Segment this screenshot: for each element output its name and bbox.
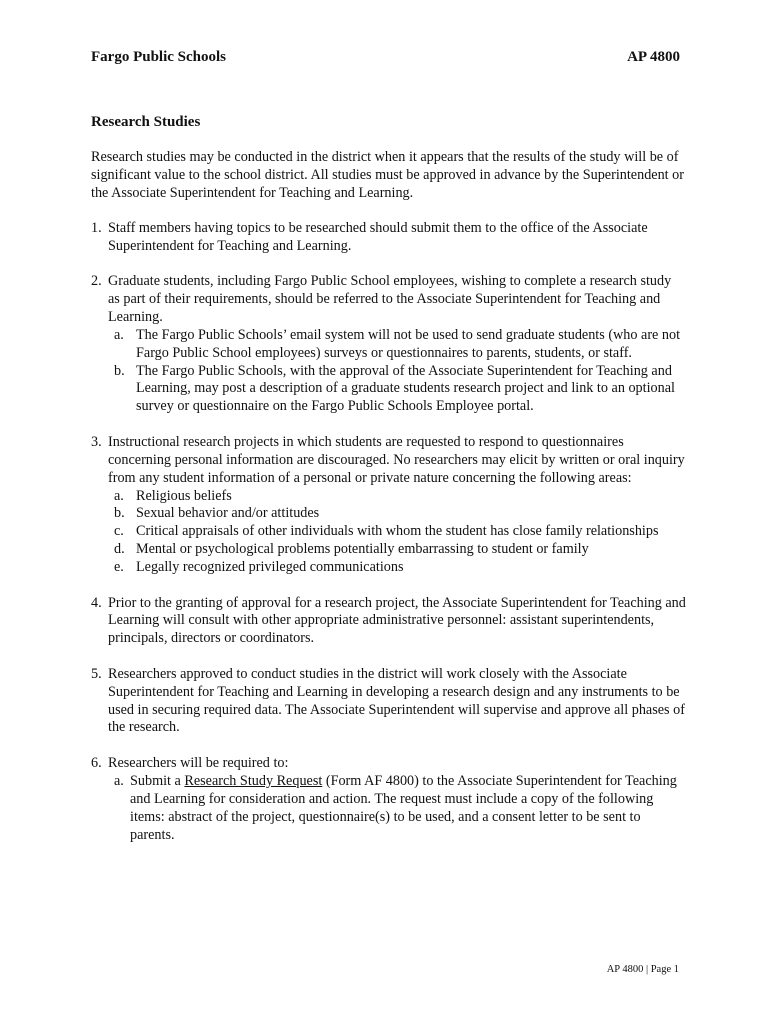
- sub-item-letter: c.: [114, 523, 124, 540]
- sub-list: [108, 773, 686, 845]
- list-item-6: [91, 755, 686, 845]
- item-number: 2.: [91, 273, 102, 290]
- item-text: Instructional research projects in which students are requested to respond to questionnaires concerning personal information are discouraged. No researchers may elicit by written or oral inquiry from any student information of a personal or private nature concerning the following areas:: [108, 433, 685, 486]
- sub-list: [108, 327, 686, 417]
- document-body: [91, 149, 686, 862]
- item-text: Prior to the granting of approval for a research project, the Associate Superintendent for Teaching and Learning will consult with other appropriate administrative personnel: assistant superintendents, principals, directors or coordinators.: [108, 594, 686, 647]
- sub-item-text: The Fargo Public Schools’ email system will not be used to send graduate students (who are not Fargo Public School employees) surveys or questionnaires to parents, students, or staff.: [136, 326, 681, 361]
- sub-item-letter: a.: [114, 772, 124, 789]
- intro-paragraph: Research studies may be conducted in the district when it appears that the results of the study will be of significant value to the school district. All studies must be approved in advance by the Superintendent or the Associate Superintendent for Teaching and Learning.: [91, 149, 684, 201]
- sub-item-text: Legally recognized privileged communications: [136, 559, 404, 576]
- list-item-5: [91, 666, 686, 738]
- sub-item-letter: b.: [114, 362, 125, 379]
- sub-item-text-pre: Submit a: [130, 772, 185, 789]
- sub-item: [108, 488, 686, 506]
- sub-item-letter: e.: [114, 559, 124, 576]
- item-text: Researchers approved to conduct studies in the district will work closely with the Associate Superintendent for Teaching and Learning in developing a research design and any instruments to be used in securing required data. The Associate Superintendent will supervise and approve all phases of the research.: [108, 665, 685, 736]
- sub-item: [108, 363, 686, 417]
- list-item-4: [91, 595, 686, 649]
- sub-item-text-post: (Form AF 4800) to the Associate Superintendent for Teaching and Learning for consideration and action. The request must include a copy of the following items: abstract of the project, questionnaire(s) to be used, and a consent letter to be sent to parents.: [130, 772, 677, 843]
- item-number: 1.: [91, 219, 102, 236]
- sub-item: [108, 773, 686, 845]
- header-policy-code: AP 4800: [627, 49, 680, 65]
- sub-item: [108, 541, 686, 559]
- sub-item-letter: a.: [114, 326, 124, 343]
- item-number: 4.: [91, 594, 102, 611]
- numbered-list: [91, 220, 686, 845]
- item-text: Graduate students, including Fargo Public School employees, wishing to complete a research study as part of their requirements, should be referred to the Associate Superintendent for Teaching and Learning.: [108, 273, 672, 325]
- sub-item-text: The Fargo Public Schools, with the approval of the Associate Superintendent for Teaching and Learning, may post a description of a graduate students research project and link to an optional survey or questionnaire on the Fargo Public Schools Employee portal.: [136, 362, 675, 415]
- item-number: 3.: [91, 433, 102, 450]
- sub-item-text: Religious beliefs: [136, 487, 232, 504]
- item-text: Staff members having topics to be researched should submit them to the office of the Associate Superintendent for Teaching and Learning.: [108, 219, 648, 254]
- list-item-2: [91, 273, 686, 416]
- sub-item-text: Sexual behavior and/or attitudes: [136, 505, 320, 522]
- header-organization: Fargo Public Schools: [91, 49, 227, 65]
- item-number: 6.: [91, 754, 102, 771]
- item-text: Researchers will be required to:: [108, 754, 289, 771]
- list-item-3: [91, 434, 686, 577]
- sub-item-letter: b.: [114, 505, 125, 522]
- research-study-request-link[interactable]: Research Study Request: [184, 772, 323, 789]
- sub-item-letter: a.: [114, 487, 124, 504]
- list-item-1: [91, 220, 686, 256]
- page-footer: AP 4800 | Page 1: [606, 964, 679, 975]
- item-number: 5.: [91, 665, 102, 682]
- sub-item: [108, 523, 686, 541]
- sub-item: [108, 505, 686, 523]
- sub-item-letter: d.: [114, 541, 125, 558]
- sub-item: [108, 559, 686, 577]
- sub-list: [108, 488, 686, 578]
- sub-item: [108, 327, 686, 363]
- sub-item-text: Critical appraisals of other individuals with whom the student has close family relationships: [136, 523, 659, 540]
- sub-item-text: Mental or psychological problems potentially embarrassing to student or family: [136, 541, 589, 558]
- page-title: Research Studies: [91, 114, 201, 130]
